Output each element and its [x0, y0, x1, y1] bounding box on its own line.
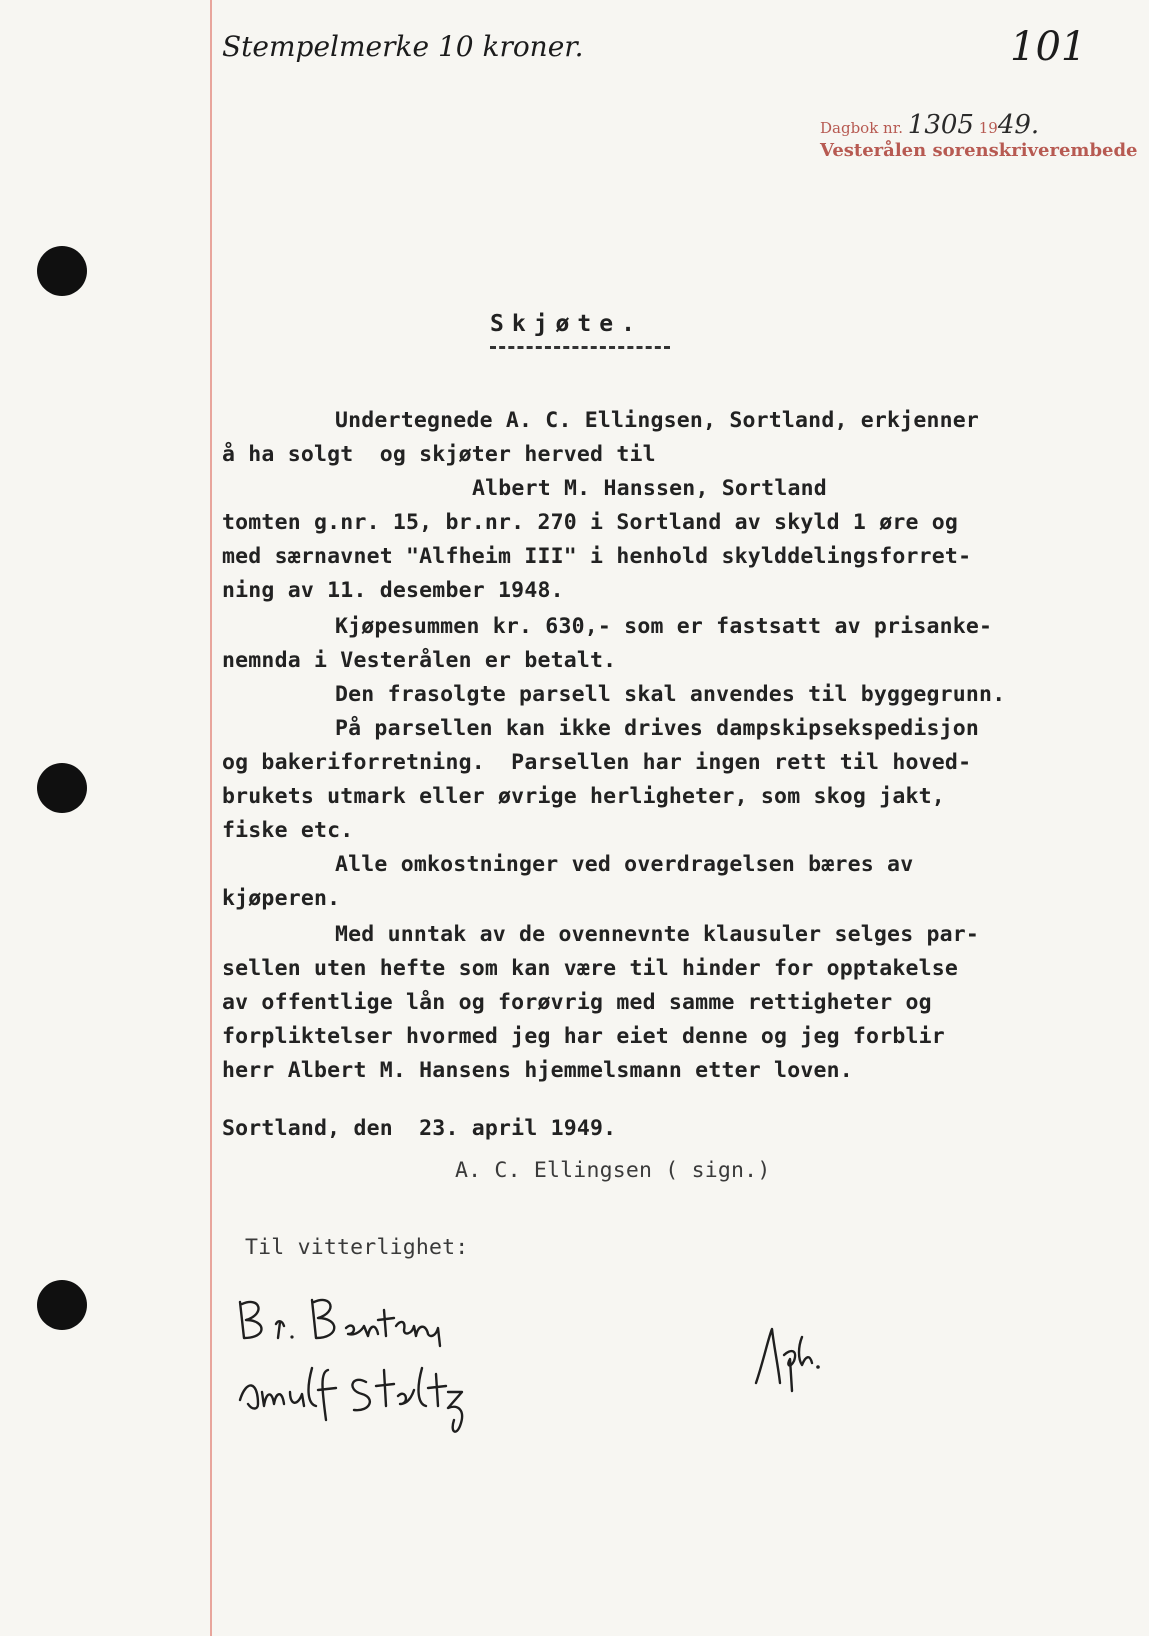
body-line: tomten g.nr. 15, br.nr. 270 i Sortland av skyld 1 øre og	[222, 510, 959, 535]
body-line: sellen uten hefte som kan være til hinder for opptakelse	[222, 956, 959, 981]
body-line: herr Albert M. Hansens hjemmelsmann etter loven.	[222, 1058, 853, 1083]
body-line: Kjøpesummen kr. 630,- som er fastsatt av prisanke-	[335, 614, 993, 639]
margin-rule	[210, 0, 212, 1636]
body-line: kjøperen.	[222, 886, 341, 911]
page-number: 101	[1010, 24, 1087, 70]
body-line: fiske etc.	[222, 818, 354, 843]
body-line: Albert M. Hanssen, Sortland	[472, 476, 827, 501]
witness-label: Til vitterlighet:	[245, 1235, 469, 1260]
body-line: På parsellen kan ikke drives dampskipsekspedisjon	[335, 716, 980, 741]
punch-hole-top	[37, 246, 87, 296]
body-line: å ha solgt og skjøter herved til	[222, 442, 656, 467]
body-line: med særnavnet "Alfheim III" i henhold skylddelingsforret-	[222, 544, 972, 569]
body-line: Alle omkostninger ved overdragelsen bæres av	[335, 852, 914, 877]
body-line: og bakeriforretning. Parsellen har ingen rett til hoved-	[222, 750, 972, 775]
body-line: Med unntak av de ovennevnte klausuler selges par-	[335, 922, 980, 947]
initials-mark	[750, 1325, 840, 1395]
body-line: brukets utmark eller øvrige herligheter, som skog jakt,	[222, 784, 945, 809]
body-line: nemnda i Vesterålen er betalt.	[222, 648, 617, 673]
body-line: Undertegnede A. C. Ellingsen, Sortland, erkjenner	[335, 408, 980, 433]
body-line: forpliktelser hvormed jeg har eiet denne og jeg forblir	[222, 1024, 945, 1049]
registry-stamp	[820, 110, 1039, 140]
punch-hole-middle	[37, 763, 87, 813]
date-line: Sortland, den 23. april 1949.	[222, 1116, 617, 1141]
stamp-dagbok-number: 1305	[907, 110, 974, 140]
stamp-year-suffix: 49.	[997, 110, 1040, 140]
stamp-dagbok-label: Dagbok nr.	[820, 119, 904, 137]
stamp-year-prefix: 19	[978, 119, 998, 137]
stamp-office: Vesterålen sorenskriverembede	[820, 140, 1138, 161]
stamp-duty-note: Stempelmerke 10 kroner.	[222, 30, 584, 63]
witness-signature-2	[236, 1360, 476, 1440]
body-line: ning av 11. desember 1948.	[222, 578, 564, 603]
witness-signature-1	[236, 1290, 476, 1350]
title-underline	[490, 346, 670, 349]
body-line: Den frasolgte parsell skal anvendes til byggegrunn.	[335, 682, 1006, 707]
punch-hole-bottom	[37, 1280, 87, 1330]
body-line: av offentlige lån og forøvrig med samme rettigheter og	[222, 990, 932, 1015]
signature-line: A. C. Ellingsen ( sign.)	[455, 1158, 771, 1183]
document-title: Skjøte.	[490, 311, 643, 337]
